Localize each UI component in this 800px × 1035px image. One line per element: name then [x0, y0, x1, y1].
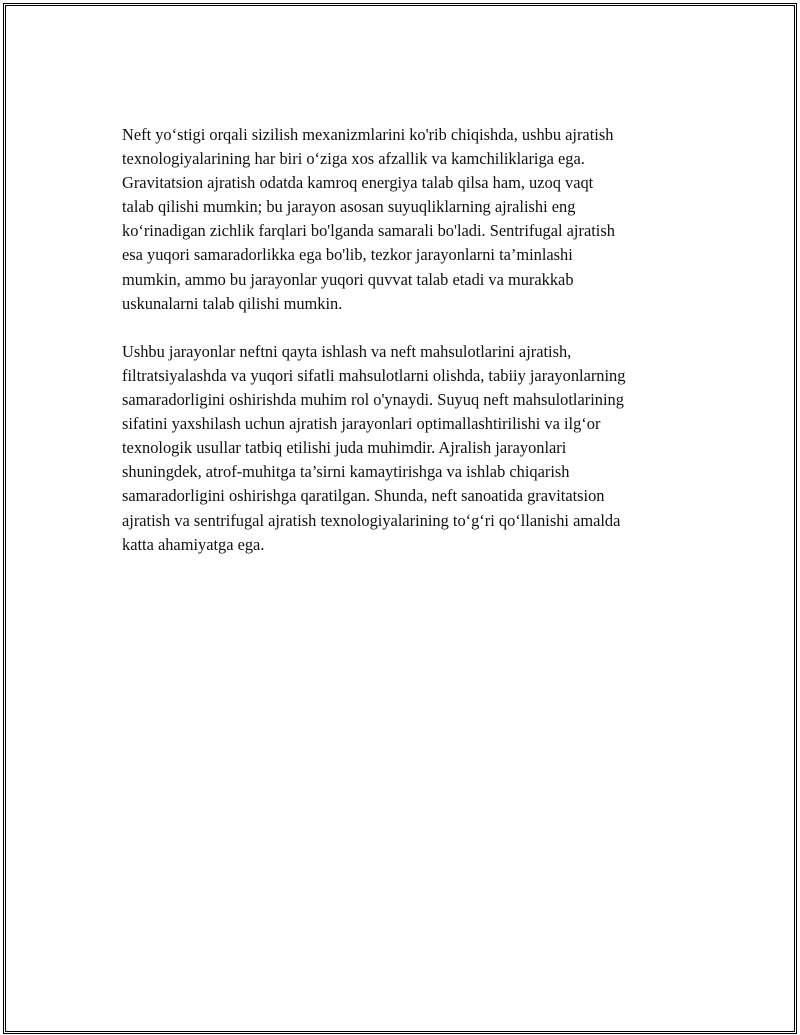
paragraph-line: Ushbu jarayonlar neftni qayta ishlash va neft mahsulotlarini ajratish,: [122, 341, 572, 361]
paragraph-line: ko‘rinadigan zichlik farqlari bo'lganda samarali bo'ladi. Sentrifugal ajratish: [122, 221, 615, 241]
paragraph-line: Neft yo‘stigi orqali sizilish mexanizmlarini ko'rib chiqishda, ushbu ajratish: [122, 125, 614, 144]
document-body: [122, 123, 688, 581]
paragraph-line: shuningdek, atrof-muhitga ta’sirni kamaytirishga va ishlab chiqarish: [122, 462, 570, 482]
paragraph-2: [122, 340, 688, 557]
page-frame: [3, 3, 797, 1034]
paragraph-line: samaradorligini oshirishda muhim rol o'ynaydi. Suyuq neft mahsulotlarining: [122, 390, 624, 410]
paragraph-line: katta ahamiyatga ega.: [122, 534, 265, 554]
paragraph-line: talab qilishi mumkin; bu jarayon asosan suyuqliklarning ajralishi eng: [122, 197, 576, 217]
paragraph-line: uskunalarni talab qilishi mumkin.: [122, 293, 343, 313]
paragraph-line: ajratish va sentrifugal ajratish texnologiyalarining to‘g‘ri qo‘llanishi amalda: [122, 510, 621, 530]
paragraph-line: Gravitatsion ajratish odatda kamroq energiya talab qilsa ham, uzoq vaqt: [122, 173, 594, 193]
paragraph-line: sifatini yaxshilash uchun ajratish jarayonlari optimallashtirilishi va ilg‘or: [122, 414, 601, 434]
paragraph-line: mumkin, ammo bu jarayonlar yuqori quvvat talab etadi va murakkab: [122, 269, 574, 289]
paragraph-line: texnologiyalarining har biri o‘ziga xos afzallik va kamchiliklariga ega.: [122, 149, 585, 169]
paragraph-1: [122, 123, 688, 316]
paragraph-line: samaradorligini oshirishga qaratilgan. Shunda, neft sanoatida gravitatsion: [122, 486, 605, 506]
paragraph-line: esa yuqori samaradorlikka ega bo'lib, tezkor jarayonlarni ta’minlashi: [122, 245, 573, 265]
paragraph-line: texnologik usullar tatbiq etilishi juda muhimdir. Ajralish jarayonlari: [122, 438, 567, 458]
paragraph-line: filtratsiyalashda va yuqori sifatli mahsulotlarni olishda, tabiiy jarayonlarning: [122, 365, 626, 385]
